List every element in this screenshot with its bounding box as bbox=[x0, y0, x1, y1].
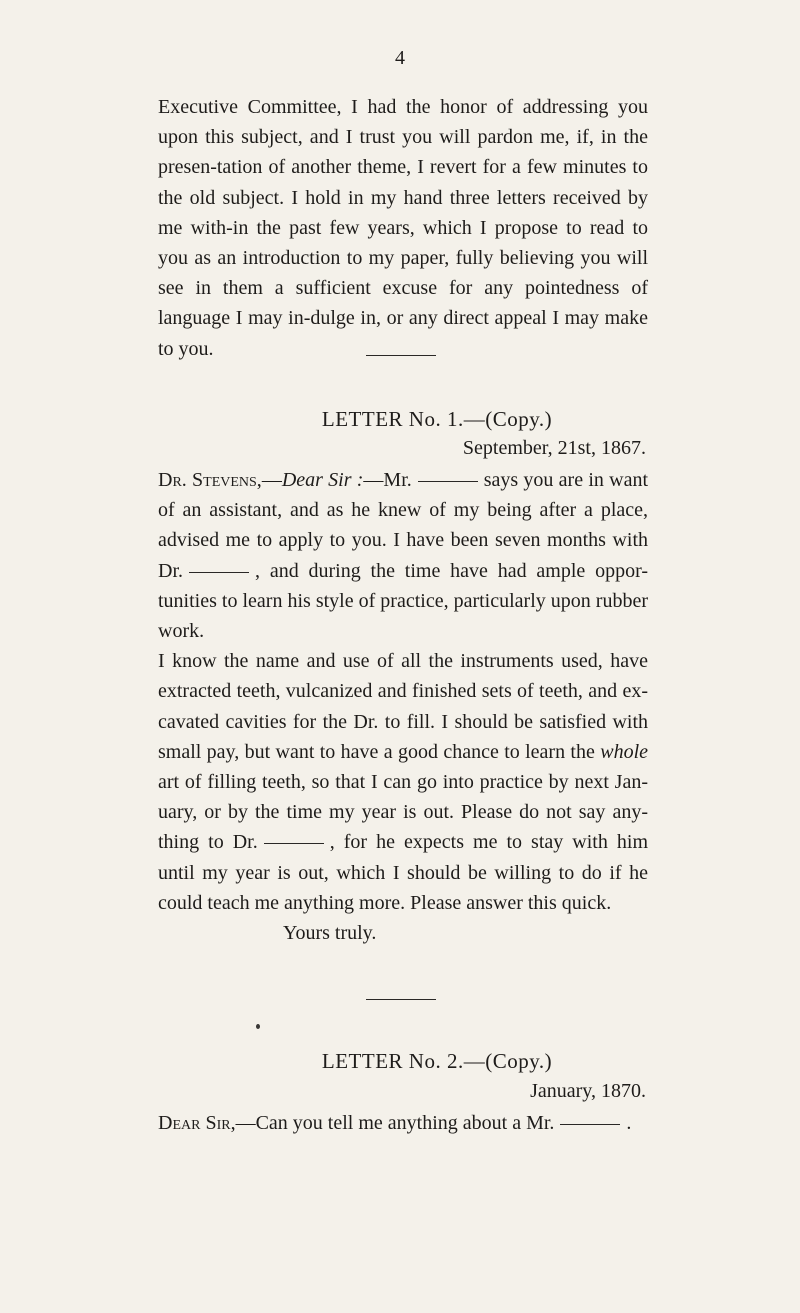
letter-2-heading: LETTER No. 2.—(Copy.) bbox=[321, 1049, 553, 1073]
section-rule-2 bbox=[366, 999, 436, 1000]
letter-1-p1-b: says you are in want of an assistant, and as he knew of my being after a place, advised me to apply to you. I have been seven months with Dr. bbox=[158, 469, 648, 582]
redaction-dash bbox=[560, 1124, 620, 1125]
letter-2-body bbox=[158, 1108, 648, 1138]
letter-1-salutation-sep: — bbox=[261, 469, 282, 491]
letter-1-salutation: Dr. Stevens, bbox=[158, 469, 262, 491]
letter-2-date: January, 1870. bbox=[530, 1080, 646, 1102]
ink-speck bbox=[256, 1024, 260, 1029]
letter-1-body bbox=[158, 465, 648, 948]
page-number: 4 bbox=[395, 47, 405, 69]
letter-1-p2-a: I know the name and use of all the instruments used, have extracted teeth, vulcanized and finished sets of teeth, and ex-cavated cavities for the Dr. to fill. I should be satisfied with small pay, but want to have a good chance to learn the bbox=[158, 650, 648, 763]
letter-1-paragraph-2 bbox=[158, 646, 648, 918]
redaction-dash bbox=[418, 481, 478, 482]
redaction-dash bbox=[189, 572, 249, 573]
letter-1-heading: LETTER No. 1.—(Copy.) bbox=[321, 407, 553, 431]
letter-2-salutation: Dear Sir, bbox=[158, 1112, 236, 1134]
redaction-dash bbox=[264, 843, 324, 844]
letter-1-paragraph-1 bbox=[158, 465, 648, 646]
intro-text: Executive Committee, I had the honor of addressing you upon this subject, and I trust you will pardon me, if, in the presen-tation of another theme, I revert for a few minutes to the old subject. I hold in my hand three letters received by me with-in the past few years, which I propose to read to you as an introduction to my paper, fully believing you will see in them a sufficient excuse for any pointedness of language I may in-dulge in, or any direct appeal I may make to you. bbox=[158, 96, 648, 360]
intro-paragraph bbox=[158, 92, 648, 364]
letter-1-p2-whole: whole bbox=[600, 740, 649, 763]
letter-1-dear-sir: Dear Sir : bbox=[281, 469, 364, 491]
letter-2-text-b: . bbox=[626, 1112, 632, 1134]
section-rule-1 bbox=[366, 355, 436, 356]
letter-1-p2-c: , for he expects me to stay with him until my year is out, which I should be willing to do if he could teach me anything more. Please answer this quick. bbox=[158, 831, 649, 914]
letter-1-closing: Yours truly. bbox=[283, 922, 377, 945]
letter-1-p1-c: , and during the time have had ample oppor-tunities to learn his style of practice, particularly upon rubber work. bbox=[158, 559, 648, 643]
letter-1-p2-b: art of filling teeth, so that I can go into practice by next Jan-uary, or by the time my year is out. Please do not say any-thing to Dr. bbox=[158, 771, 648, 854]
letter-2-text-a: —Can you tell me anything about a Mr. bbox=[235, 1112, 555, 1134]
letter-1-p1-a: —Mr. bbox=[363, 469, 412, 491]
letter-1-date: September, 21st, 1867. bbox=[462, 437, 646, 459]
